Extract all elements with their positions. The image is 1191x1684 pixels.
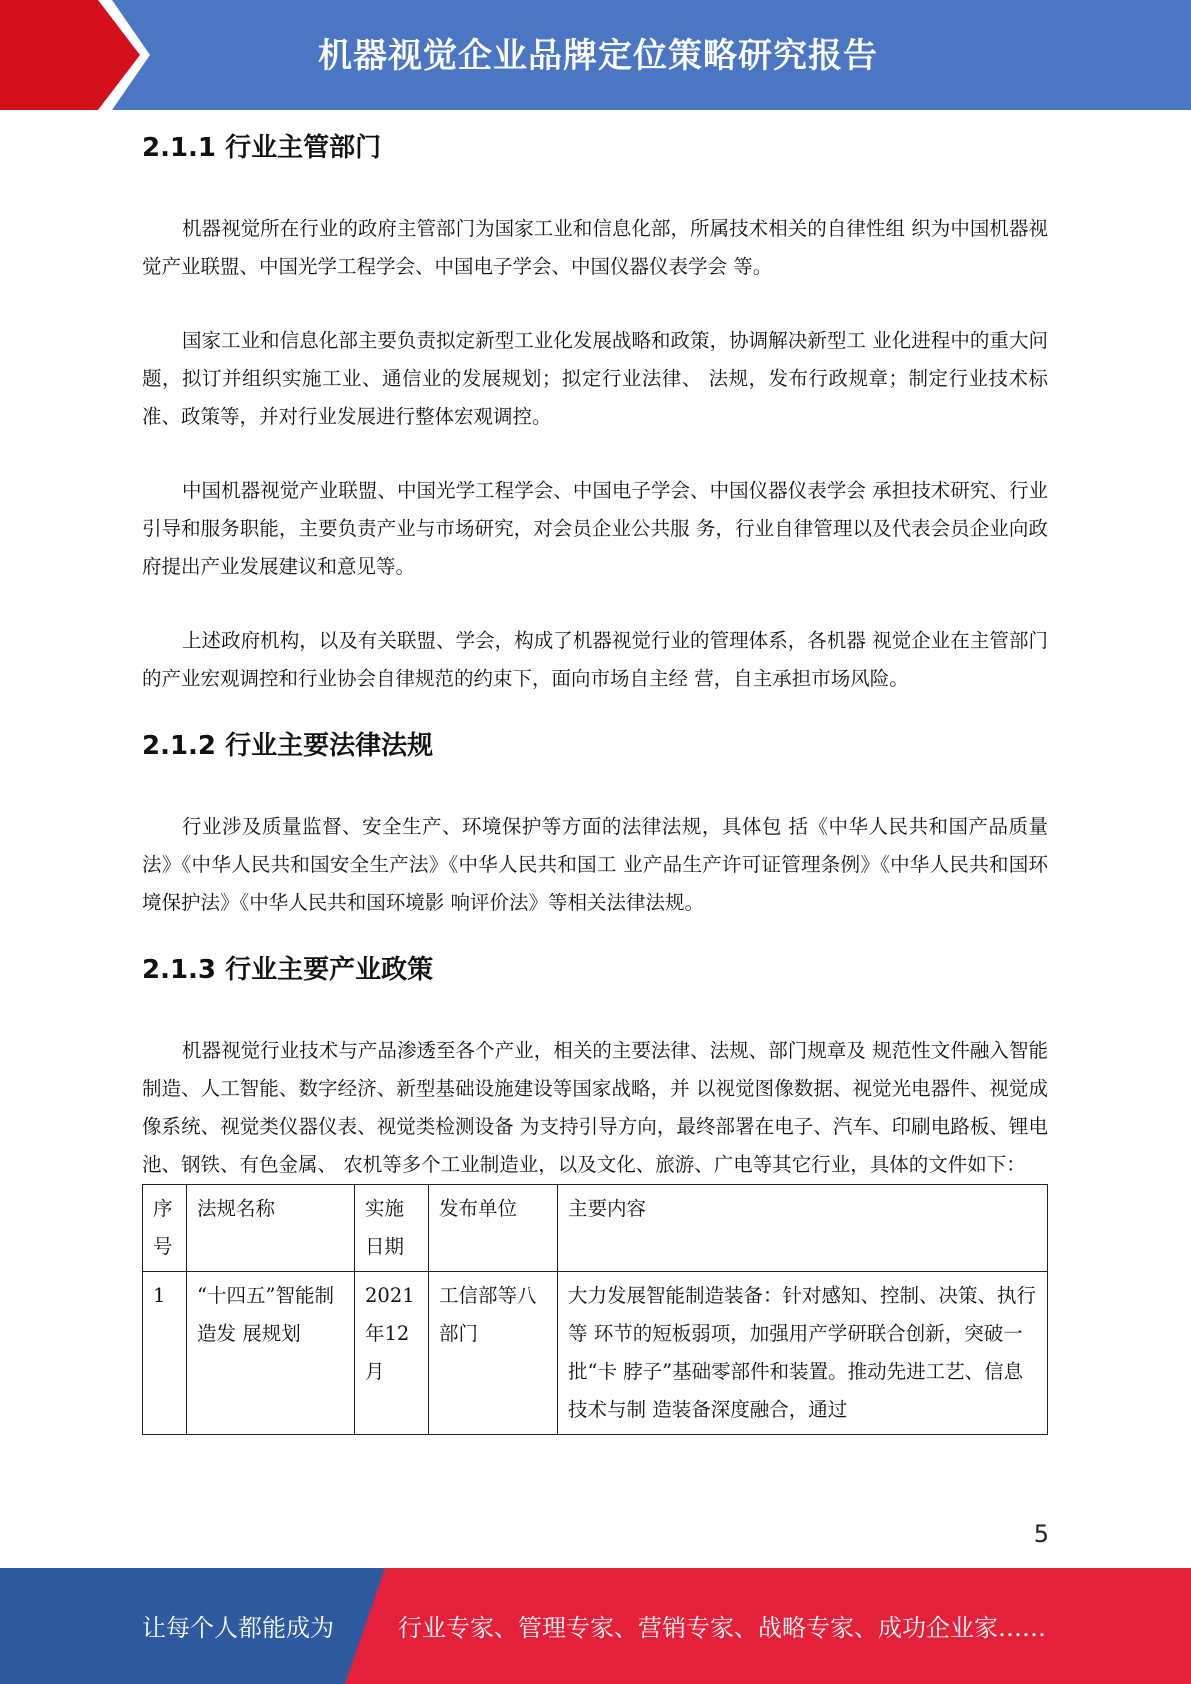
paragraph: 上述政府机构，以及有关联盟、学会，构成了机器视觉行业的管理体系，各机器 视觉企业在主管部门的产业宏观调控和行业协会自律规范的约束下，面向市场自主经 营，自主承担市场风险。	[142, 629, 1048, 690]
page-header	[0, 0, 1191, 110]
column-header-date: 实施日期	[355, 1185, 429, 1272]
report-title: 机器视觉企业品牌定位策略研究报告	[318, 36, 878, 76]
paragraph: 机器视觉所在行业的政府主管部门为国家工业和信息化部，所属技术相关的自律性组 织为中国机器视觉产业联盟、中国光学工程学会、中国电子学会、中国仪器仪表学会 等。	[142, 217, 1048, 278]
cell-date: 2021年12月	[355, 1272, 429, 1435]
table-row	[143, 1272, 1048, 1435]
column-header-content: 主要内容	[558, 1185, 1048, 1272]
paragraph: 行业涉及质量监督、安全生产、环境保护等方面的法律法规，具体包 括《中华人民共和国产品质量法》《中华人民共和国安全生产法》《中华人民共和国工 业产品生产许可证管理条例》《中华人民共和国环境保护法》《中华人民共和国环境影 响评价法》等相关法律法规。	[142, 815, 1048, 914]
column-header-no: 序号	[143, 1185, 187, 1272]
page-number: 5	[1033, 1520, 1049, 1548]
paragraph: 机器视觉行业技术与产品渗透至各个产业，相关的主要法律、法规、部门规章及 规范性文件融入智能制造、人工智能、数字经济、新型基础设施建设等国家战略，并 以视觉图像数据、视觉光电器件、视觉成像系统、视觉类仪器仪表、视觉类检测设备 为支持引导方向，最终部署在电子、汽车、印刷电路板、锂电池、钢铁、有色金属、 农机等多个工业制造业，以及文化、旅游、广电等其它行业，具体的文件如下：	[142, 1039, 1048, 1176]
footer-slogan-right: 行业专家、管理专家、营销专家、战略专家、成功企业家……	[398, 1614, 1046, 1642]
cell-issuer: 工信部等八部门	[429, 1272, 558, 1435]
paragraph: 中国机器视觉产业联盟、中国光学工程学会、中国电子学会、中国仪器仪表学会 承担技术研究、行业引导和服务职能，主要负责产业与市场研究，对会员企业公共服 务，行业自律管理以及代表会员企业向政府提出产业发展建议和意见等。	[142, 479, 1048, 578]
section-heading-2-1-2: 2.1.2 行业主要法律法规	[142, 731, 434, 761]
section-heading-2-1-1: 2.1.1 行业主管部门	[142, 133, 382, 163]
main-content	[142, 128, 1048, 1435]
column-header-issuer: 发布单位	[429, 1185, 558, 1272]
cell-content: 大力发展智能制造装备：针对感知、控制、决策、执行等 环节的短板弱项，加强用产学研联合创新，突破一批“卡 脖子”基础零部件和装置。推动先进工艺、信息技术与制 造装备深度融合，通过	[558, 1272, 1048, 1435]
cell-no: 1	[143, 1272, 187, 1435]
table-header-row	[143, 1185, 1048, 1272]
page-footer	[0, 1568, 1191, 1684]
column-header-name: 法规名称	[187, 1185, 355, 1272]
header-red-arrow	[0, 0, 155, 110]
footer-slogan-left: 让每个人都能成为	[142, 1614, 334, 1642]
policy-table	[142, 1184, 1048, 1435]
paragraph: 国家工业和信息化部主要负责拟定新型工业化发展战略和政策，协调解决新型工 业化进程中的重大问题，拟订并组织实施工业、通信业的发展规划；拟定行业法律、 法规，发布行政规章；制定行业技术标准、政策等，并对行业发展进行整体宏观调控。	[142, 329, 1048, 428]
cell-name: “十四五”智能制造发 展规划	[187, 1272, 355, 1435]
section-heading-2-1-3: 2.1.3 行业主要产业政策	[142, 955, 434, 985]
